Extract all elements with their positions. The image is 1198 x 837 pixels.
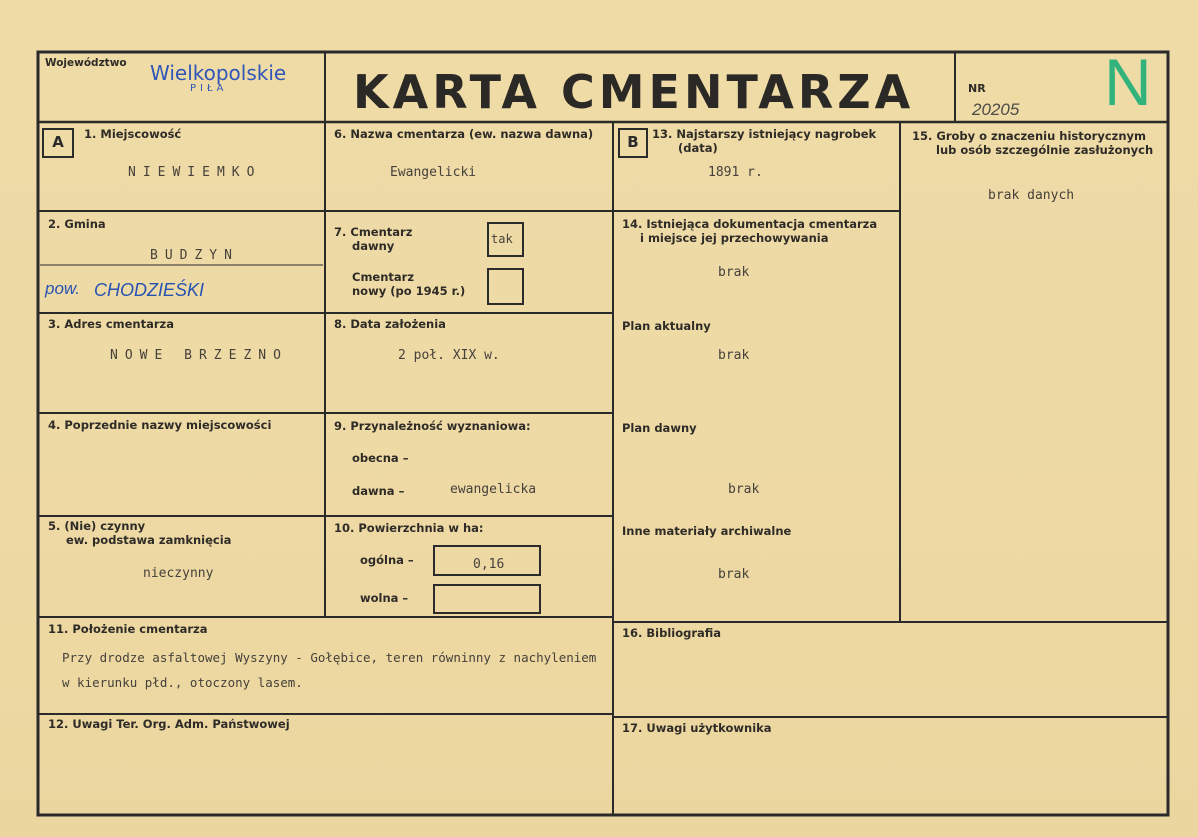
- field-10-label: 10. Powierzchnia w ha:: [334, 521, 484, 535]
- field-9-dawna-label: dawna –: [352, 484, 405, 498]
- field-10-ogolna-value: 0,16: [473, 557, 505, 572]
- field-14-label-line2: i miejsce jej przechowywania: [640, 231, 829, 245]
- section-a-badge: A: [42, 128, 74, 158]
- field-7-dawny-value: tak: [491, 232, 513, 246]
- field-2-value: BUDZYN: [150, 248, 239, 263]
- field-1-value: NIEWIEMKO: [128, 165, 262, 180]
- field-9-dawna-value: ewangelicka: [450, 482, 537, 497]
- field-3-value: NOWE BRZEZNO: [110, 348, 288, 363]
- field-11-line2: w kierunku płd., otoczony lasem.: [62, 675, 303, 690]
- field-4-label: 4. Poprzednie nazwy miejscowości: [48, 418, 272, 432]
- field-7-nowy-label-line1: Cmentarz: [352, 270, 415, 284]
- nr-label: NR: [968, 82, 986, 95]
- field-6-value: Ewangelicki: [390, 165, 477, 180]
- field-17-label: 17. Uwagi użytkownika: [622, 721, 772, 735]
- inne-materialy-label: Inne materiały archiwalne: [622, 524, 792, 538]
- field-9-label: 9. Przynależność wyznaniowa:: [334, 419, 531, 433]
- plan-aktualny-label: Plan aktualny: [622, 319, 711, 333]
- wojewodztwo-stamp: Wielkopolskie: [150, 61, 287, 85]
- field-7-nowy-checkbox: [487, 268, 524, 305]
- field-9-obecna-label: obecna –: [352, 451, 409, 465]
- field-6-label: 6. Nazwa cmentarza (ew. nazwa dawna): [334, 127, 594, 141]
- plan-dawny-label: Plan dawny: [622, 421, 697, 435]
- field-14-label-line1: 14. Istniejąca dokumentacja cmentarza: [622, 217, 878, 231]
- field-15-label-line1: 15. Groby o znaczeniu historycznym: [912, 129, 1147, 143]
- field-16-label: 16. Bibliografia: [622, 626, 722, 640]
- nr-value: 20205: [972, 100, 1020, 119]
- field-2-pow-prefix: pow.: [45, 279, 80, 298]
- field-5-label-line1: 5. (Nie) czynny: [48, 519, 146, 533]
- field-10-ogolna-label: ogólna –: [360, 553, 414, 567]
- field-10-wolna-box: [433, 584, 541, 614]
- field-10-ogolna-box: [433, 545, 541, 576]
- category-mark: N: [1104, 45, 1152, 119]
- field-2-pow-value: CHODZIEŚKI: [94, 280, 205, 300]
- field-7-dawny-label-line1: 7. Cmentarz: [334, 225, 413, 239]
- field-1-label: 1. Miejscowość: [84, 127, 182, 141]
- wojewodztwo-label: Województwo: [45, 57, 127, 69]
- wojewodztwo-sub-stamp: PIŁA: [190, 83, 228, 94]
- field-3-label: 3. Adres cmentarza: [48, 317, 174, 331]
- field-11-label: 11. Położenie cmentarza: [48, 622, 208, 636]
- field-13-label-line1: 13. Najstarszy istniejący nagrobek: [652, 127, 877, 141]
- field-15-value: brak danych: [988, 188, 1075, 203]
- field-14-value: brak: [718, 265, 750, 280]
- plan-aktualny-value: brak: [718, 348, 750, 363]
- field-8-value: 2 poł. XIX w.: [398, 348, 500, 363]
- field-7-nowy-label-line2: nowy (po 1945 r.): [352, 284, 466, 298]
- inne-materialy-value: brak: [718, 567, 750, 582]
- field-13-value: 1891 r.: [708, 165, 763, 180]
- field-7-dawny-checkbox: [487, 222, 524, 257]
- field-5-label-line2: ew. podstawa zamknięcia: [66, 533, 232, 547]
- field-8-label: 8. Data założenia: [334, 317, 446, 331]
- field-12-label: 12. Uwagi Ter. Org. Adm. Państwowej: [48, 717, 290, 731]
- field-5-value: nieczynny: [143, 566, 214, 581]
- field-2-label: 2. Gmina: [48, 217, 106, 231]
- section-b-badge: B: [618, 128, 648, 158]
- plan-dawny-value: brak: [728, 482, 760, 497]
- page-title: KARTA CMENTARZA: [353, 65, 915, 119]
- field-10-wolna-label: wolna –: [360, 591, 409, 605]
- field-13-label-line2: (data): [678, 141, 718, 155]
- field-7-dawny-label-line2: dawny: [352, 239, 395, 253]
- field-15-label-line2: lub osób szczególnie zasłużonych: [936, 143, 1154, 157]
- field-11-line1: Przy drodze asfaltowej Wyszyny - Gołębice, teren równinny z nachyleniem: [62, 650, 597, 665]
